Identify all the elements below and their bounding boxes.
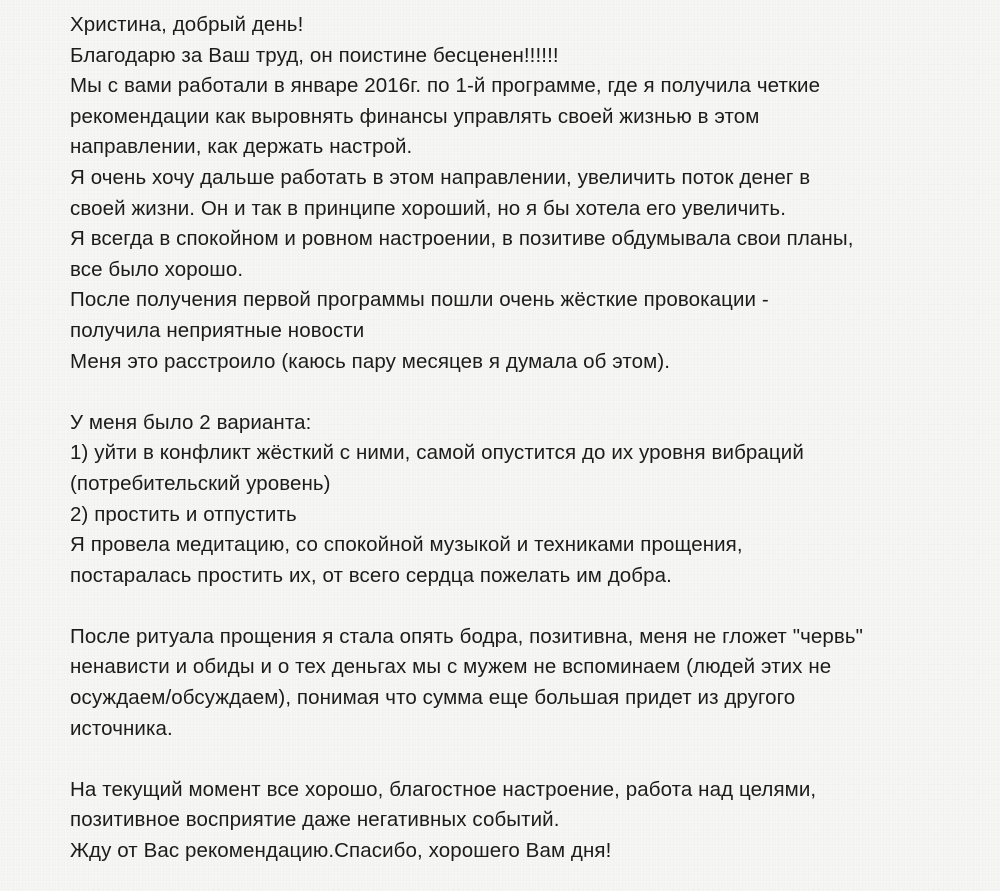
text-line: Благодарю за Ваш труд, он поистине бесценен!!!!!! (70, 43, 559, 67)
text-line: Христина, добрый день! (70, 13, 304, 36)
text-line: 1) уйти в конфликт жёсткий с ними, самой опустится до их уровня вибраций (70, 441, 804, 465)
text-line: ненависти и обиды и о тех деньгах мы с мужем не вспоминаем (людей этих не (70, 655, 832, 679)
text-line: постаралась простить их, от всего сердца пожелать им добра. (70, 563, 672, 587)
text-line: У меня было 2 варианта: (70, 410, 312, 434)
text-line: (потребительский уровень) (70, 471, 331, 495)
text-line: направлении, как держать настрой. (70, 135, 413, 159)
text-line: Меня это расстроило (каюсь пару месяцев я думала об этом). (70, 349, 671, 373)
text-line: Жду от Вас рекомендацию.Спасибо, хорошего Вам дня! (70, 839, 612, 863)
text-line: Я очень хочу дальше работать в этом направлении, увеличить поток денег в (70, 165, 811, 189)
text-line: После ритуала прощения я стала опять бодра, позитивна, меня не гложет "червь" (70, 624, 863, 648)
text-line: своей жизни. Он и так в принципе хороший, но я бы хотела его увеличить. (70, 196, 786, 220)
blank-line (70, 591, 970, 622)
text-line: Мы с вами работали в январе 2016г. по 1-й программе, где я получила четкие (70, 74, 821, 98)
text-line: осуждаем/обсуждаем), понимая что сумма еще большая придет из другого (70, 686, 796, 710)
text-line: Я всегда в спокойном и ровном настроении, в позитиве обдумывала свои планы, (70, 227, 854, 251)
blank-line (70, 377, 970, 408)
text-line: Я провела медитацию, со спокойной музыкой и техниками прощения, (70, 533, 743, 557)
text-line: рекомендации как выровнять финансы управлять своей жизнью в этом (70, 104, 760, 128)
text-line: получила неприятные новости (70, 318, 365, 342)
text-line: источника. (70, 716, 173, 740)
text-line: все было хорошо. (70, 257, 244, 281)
note-body (70, 10, 970, 867)
text-line: На текущий момент все хорошо, благостное настроение, работа над целями, (70, 777, 817, 801)
text-line: позитивное восприятие даже негативных событий. (70, 808, 560, 832)
text-line: После получения первой программы пошли очень жёсткие провокации - (70, 288, 769, 312)
text-line: 2) простить и отпустить (70, 502, 297, 526)
blank-line (70, 744, 970, 775)
